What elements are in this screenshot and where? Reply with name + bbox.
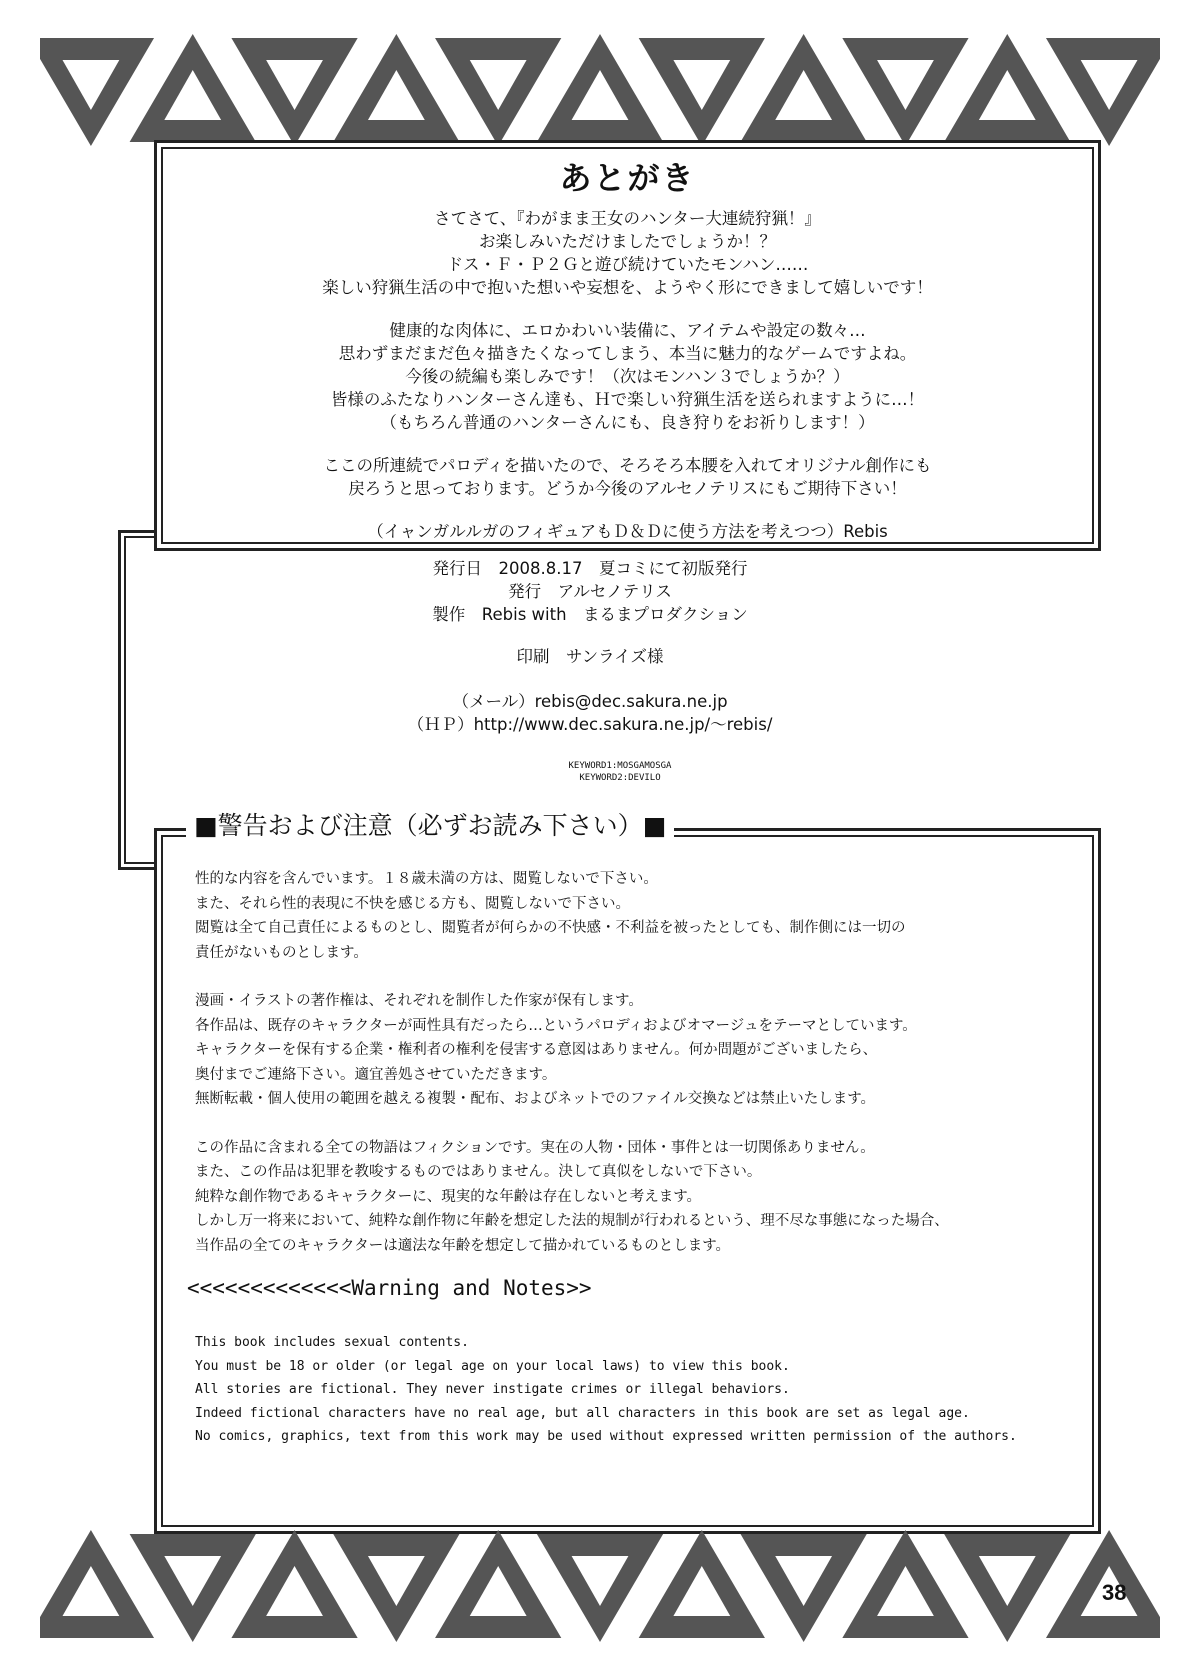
text-line: 当作品の全てのキャラクターは適法な年齢を想定して描かれているものとします。: [195, 1237, 731, 1254]
text-line: 戻ろうと思っております。どうか今後のアルセノテリスにもご期待下さい！: [348, 479, 907, 498]
text-line: キャラクターを保有する企業・権利者の権利を侵害する意図はありません。何か問題がございましたら、: [195, 1042, 878, 1058]
text-line: ドス・Ｆ・Ｐ２Ｇと遊び続けていたモンハン……: [446, 255, 809, 274]
afterword-body: [177, 207, 1078, 543]
text-line: 純粋な創作物であるキャラクターに、現実的な年齢は存在しないと考えます。: [195, 1188, 702, 1205]
text-line: 漫画・イラストの著作権は、それぞれを制作した作家が保有します。: [195, 993, 643, 1009]
text-line: この作品に含まれる全ての物語はフィクションです。実在の人物・団体・事件とは一切関係ありません。: [195, 1139, 875, 1156]
text-line: 今後の続編も楽しみです！（次はモンハン３でしょうか？）: [405, 367, 850, 386]
page-number: 38: [1102, 1580, 1127, 1605]
keywords: [440, 760, 800, 784]
text-line: Indeed fictional characters have no real age, but all characters in this book are set as legal age.: [195, 1405, 970, 1421]
publisher: 発行 アルセノテリス: [508, 582, 672, 601]
mail-address: （メール）rebis@dec.sakura.ne.jp: [452, 692, 728, 711]
text-line: また、この作品は犯罪を教唆するものではありません。決して真似をしないで下さい。: [195, 1164, 762, 1180]
text-line: 閲覧は全て自己責任によるものとし、閲覧者が何らかの不快感・不利益を被ったとしても、制作側には一切の: [195, 920, 906, 936]
text-line: さてさて、『わがまま王女のハンター大連続狩猟！』: [434, 209, 821, 228]
text-line: 楽しい狩猟生活の中で抱いた想いや妄想を、ようやく形にできまして嬉しいです！: [322, 278, 933, 297]
issue-date: 発行日 2008.8.17 夏コミにて初版発行: [432, 559, 748, 578]
top-triangle-border: [40, 30, 1160, 150]
text-line: 奥付までご連絡下さい。適宜善処させていただきます。: [195, 1066, 557, 1083]
english-warning-body: [195, 1331, 1017, 1449]
english-warning-heading: <<<<<<<<<<<<<Warning and Notes>>: [187, 1276, 592, 1300]
text-line: しかし万一将来において、純粋な創作物に年齢を想定した法的規制が行われるという、理不尽な事態になった場合、: [195, 1213, 949, 1229]
warning-paragraph: [195, 1136, 1078, 1259]
afterword-signature: [177, 520, 1078, 543]
text-line: 各作品は、既存のキャラクターが両性具有だったら…というパロディおよびオマージュをテーマとしています。: [195, 1017, 917, 1034]
keyword-2: KEYWORD2:DEVILO: [579, 773, 661, 783]
text-line: You must be 18 or older (or legal age on your local laws) to view this book.: [195, 1358, 790, 1374]
warning-paragraph: [195, 867, 1078, 965]
bottom-triangle-border: [40, 1526, 1160, 1646]
text-line: 皆様のふたなりハンターさん達も、Ｈで楽しい狩猟生活を送られますように…！: [330, 390, 925, 409]
afterword-paragraph: [177, 319, 1078, 434]
keyword-1: KEYWORD1:MOSGAMOSGA: [568, 761, 672, 771]
text-line: 責任がないものとします。: [195, 944, 368, 961]
text-line: 無断転載・個人使用の範囲を越える複製・配布、およびネットでのファイル交換などは禁止いたします。: [195, 1091, 876, 1107]
text-line: No comics, graphics, text from this work may be used without expressed written permission of the authors.: [195, 1429, 1017, 1444]
text-line: 性的な内容を含んでいます。１８歳未満の方は、閲覧しないで下さい。: [195, 871, 658, 887]
text-line: また、それら性的表現に不快を感じる方も、閲覧しないで下さい。: [195, 895, 630, 912]
printer: 印刷 サンライズ様: [516, 647, 664, 666]
colophon: [140, 557, 1040, 626]
text-line: All stories are fictional. They never instigate crimes or illegal behaviors.: [195, 1382, 790, 1397]
warning-paragraph: [195, 989, 1078, 1112]
homepage-url: （ＨＰ）http://www.dec.sakura.ne.jp/～rebis/: [407, 715, 773, 734]
warning-body: [195, 867, 1078, 1282]
warning-frame: [154, 828, 1101, 1534]
afterword-paragraph: [177, 454, 1078, 500]
text-line: お楽しみいただけましたでしょうか！？: [479, 232, 776, 251]
afterword-title: あとがき: [559, 159, 696, 197]
production: 製作 Rebis with まるまプロダクション: [432, 605, 748, 624]
afterword-paragraph: [177, 207, 1078, 299]
text-line: （イャンガルルガのフィギュアもＤ＆Ｄに使う方法を考えつつ）Rebis: [367, 522, 888, 541]
warning-heading: ■警告および注意（必ずお読み下さい）■: [186, 808, 674, 844]
text-line: This book includes sexual contents.: [195, 1335, 469, 1350]
text-line: ここの所連続でパロディを描いたので、そろそろ本腰を入れてオリジナル創作にも: [323, 456, 932, 475]
text-line: （もちろん普通のハンターさんにも、良き狩りをお祈りします！）: [380, 413, 875, 432]
afterword-frame: [154, 140, 1101, 551]
triangle-pattern-top: [40, 30, 1160, 150]
printing-credit: [140, 645, 1040, 668]
triangle-pattern-bottom: [40, 1526, 1160, 1646]
contact-info: [140, 690, 1040, 736]
text-line: 思わずまだまだ色々描きたくなってしまう、本当に魅力的なゲームですよね。: [338, 344, 917, 363]
text-line: 健康的な肉体に、エロかわいい装備に、アイテムや設定の数々…: [389, 321, 866, 340]
